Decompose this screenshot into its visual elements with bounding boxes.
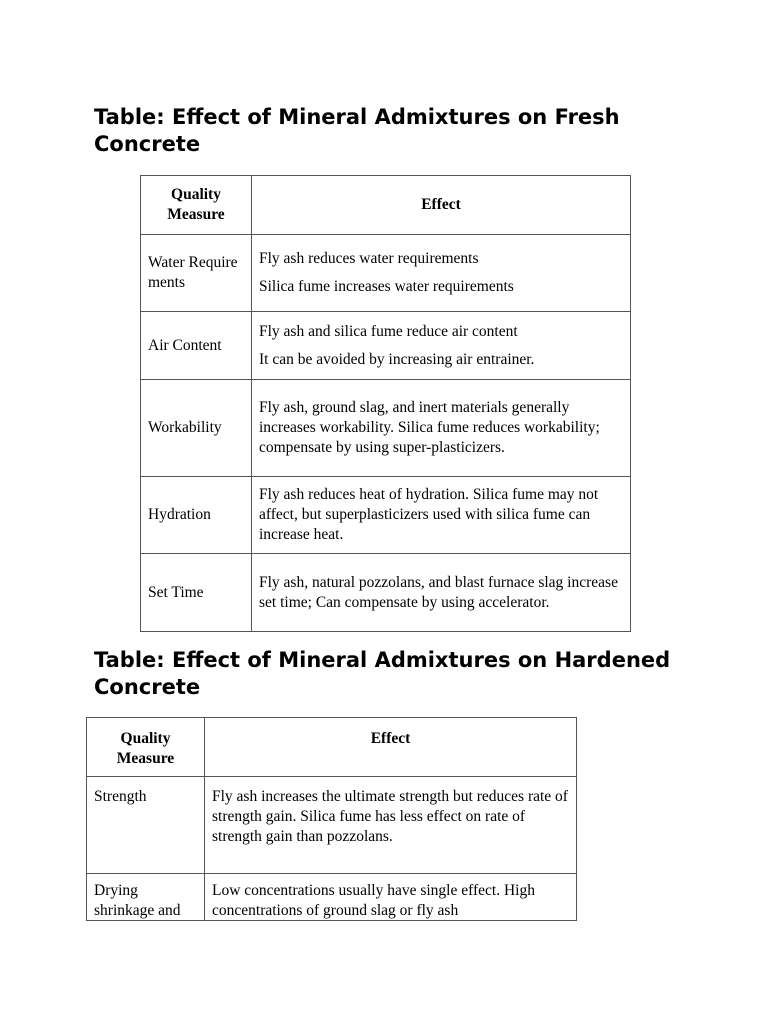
row-measure: Drying shrinkage and bbox=[87, 874, 205, 922]
table-row bbox=[87, 777, 577, 874]
effect-header: Effect bbox=[205, 718, 577, 777]
effect-header: Effect bbox=[252, 176, 631, 235]
row-effect: Fly ash and silica fume reduce air content It can be avoided by increasing air entrainer. bbox=[252, 312, 631, 380]
row-effect: Fly ash, natural pozzolans, and blast furnace slag increase set time; Can compensate by using accelerator. bbox=[252, 554, 631, 632]
table-header-row bbox=[87, 718, 577, 777]
quality-measure-header: Quality Measure bbox=[141, 176, 252, 235]
row-effect: Fly ash reduces water requirements Silica fume increases water requirements bbox=[252, 235, 631, 312]
row-effect: Fly ash increases the ultimate strength but reduces rate of strength gain. Silica fume has less effect on rate of strength gain than pozzolans. bbox=[205, 777, 577, 874]
row-measure: Air Content bbox=[141, 312, 252, 380]
row-effect: Fly ash, ground slag, and inert materials generally increases workability. Silica fume reduces workability; compensate by using super-plasticizers. bbox=[252, 380, 631, 477]
row-measure: Hydration bbox=[141, 477, 252, 554]
row-effect: Fly ash reduces heat of hydration. Silica fume may not affect, but superplasticizers used with silica fume can increase heat. bbox=[252, 477, 631, 554]
quality-measure-header: Quality Measure bbox=[87, 718, 205, 777]
row-measure: Workability bbox=[141, 380, 252, 477]
hardened-concrete-table-title: Table: Effect of Mineral Admixtures on Hardened Concrete bbox=[94, 648, 671, 699]
hardened-concrete-table bbox=[86, 717, 577, 921]
row-effect: Low concentrations usually have single effect. High concentrations of ground slag or fly ash bbox=[205, 874, 577, 922]
row-measure: Strength bbox=[87, 777, 205, 874]
fresh-concrete-table-title: Table: Effect of Mineral Admixtures on Fresh Concrete bbox=[94, 105, 620, 156]
table-row bbox=[87, 874, 577, 922]
row-measure: Water Requirements bbox=[141, 235, 252, 312]
row-measure: Set Time bbox=[141, 554, 252, 632]
table-bottom-border bbox=[86, 920, 577, 921]
